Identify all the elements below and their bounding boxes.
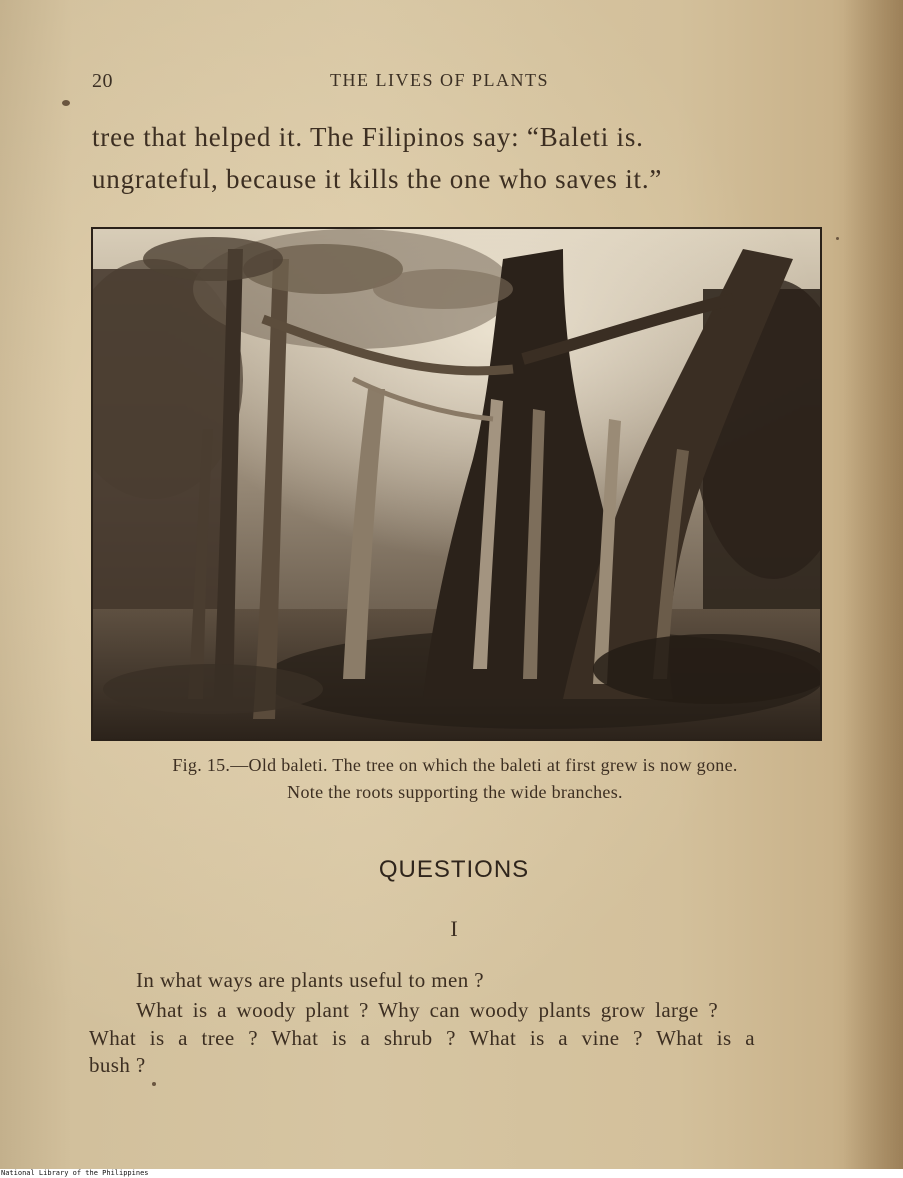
- body-line: tree that helped it. The Filipinos say: “Baleti is.: [92, 122, 644, 152]
- page-number: 20: [92, 70, 113, 92]
- running-head: [0, 68, 903, 98]
- figure-caption: [60, 752, 850, 806]
- footer-credit: National Library of the Philippines: [0, 1169, 903, 1178]
- question-line: What is a woody plant ? Why can woody plants grow large ?: [136, 998, 719, 1022]
- body-paragraph: [92, 116, 842, 200]
- paper-speck: [836, 237, 839, 240]
- figure-photo: [91, 227, 822, 741]
- question-line: bush ?: [89, 1053, 146, 1077]
- question-line: In what ways are plants useful to men ?: [136, 968, 485, 992]
- paper-speck: [152, 1082, 156, 1086]
- question-line: What is a tree ? What is a shrub ? What is a vine ? What is a: [89, 1026, 755, 1050]
- caption-line: Fig. 15.—Old baleti. The tree on which the baleti at first grew is now gone.: [172, 755, 738, 775]
- paper-speck: [62, 100, 70, 106]
- body-line: ungrateful, because it kills the one who saves it.”: [92, 164, 663, 194]
- section-number: I: [450, 916, 458, 941]
- page-edge-shadow: [843, 0, 903, 1169]
- questions-heading: QUESTIONS: [378, 856, 530, 883]
- running-title: THE LIVES OF PLANTS: [330, 70, 550, 90]
- caption-line: Note the roots supporting the wide branches.: [287, 782, 623, 802]
- baleti-tree-photo: [93, 229, 820, 739]
